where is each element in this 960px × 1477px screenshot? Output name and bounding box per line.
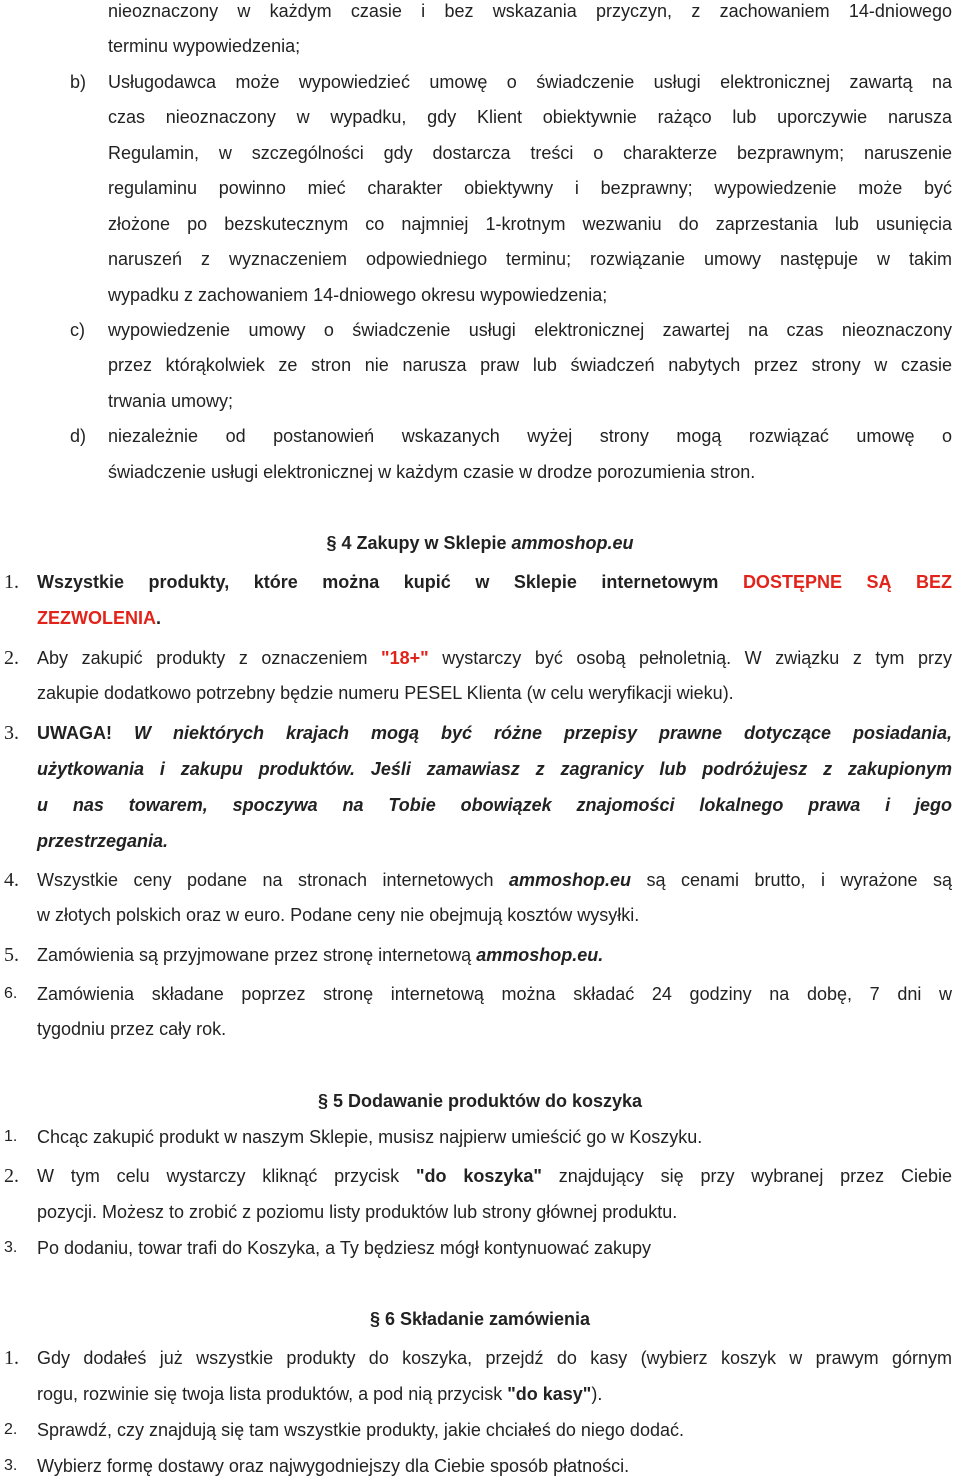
item-b-line: Usługodawca może wypowiedzieć umowę o świadczenie usługi elektronicznej zawartą na xyxy=(108,72,952,92)
item-number: 3. xyxy=(4,722,19,744)
item-line xyxy=(37,1383,602,1405)
item-line: tygodniu przez cały rok. xyxy=(37,1019,227,1039)
item-line: Po dodaniu, towar trafi do Koszyka, a Ty będziesz mógł kontynuować zakupy xyxy=(37,1238,652,1258)
item-number: 1. xyxy=(4,571,19,593)
item-text: są cenami brutto, i wyrażone są xyxy=(631,870,952,890)
shop-name: ammoshop.eu. xyxy=(476,945,604,965)
item-line: w złotych polskich oraz w euro. Podane ceny nie obejmują kosztów wysyłki. xyxy=(37,905,640,925)
item-number: 5. xyxy=(4,944,19,966)
shop-name: ammoshop.eu xyxy=(511,533,634,553)
item-text: . xyxy=(156,608,162,628)
item-number: 3. xyxy=(4,1457,18,1474)
item-line xyxy=(37,571,952,593)
item-d-line: świadczenie usługi elektronicznej w każdym czasie w drodze porozumienia stron. xyxy=(108,462,756,482)
highlight-text: ZEZWOLENIA xyxy=(37,608,156,628)
item-line: zakupie dodatkowo potrzebny będzie numeru PESEL Klienta (w celu weryfikacji wieku). xyxy=(37,683,734,703)
item-number: 4. xyxy=(4,869,19,891)
item-b-line: czas nieoznaczony w wypadku, gdy Klient obiektywnie rażąco lub uporczywie narusza xyxy=(108,107,952,127)
item-c-line: trwania umowy; xyxy=(108,391,234,411)
section-5-heading: § 5 Dodawanie produktów do koszyka xyxy=(317,1091,643,1111)
item-line: pozycji. Możesz to zrobić z poziomu listy produktów lub strony głównej produktu. xyxy=(37,1202,678,1222)
checkout-label: "do kasy" xyxy=(507,1384,592,1404)
section-4-heading xyxy=(0,532,960,554)
section-6-heading: § 6 Składanie zamówienia xyxy=(369,1309,591,1329)
shop-name: ammoshop.eu xyxy=(509,870,632,890)
item-line: Sprawdź, czy znajdują się tam wszystkie produkty, jakie chciałeś do niego dodać. xyxy=(37,1420,684,1440)
item-text: rogu, rozwinie się twoja lista produktów, a pod nią przycisk xyxy=(37,1384,508,1404)
item-number: 3. xyxy=(4,1239,18,1256)
item-d-line: niezależnie od postanowień wskazanych wyżej strony mogą rozwiązać umowę o xyxy=(108,426,952,446)
item-b-line: złożone po bezskutecznym co najmniej 1-krotnym wezwaniu do zaprzestania lub usunięcia xyxy=(108,214,952,234)
item-number: 2. xyxy=(4,647,19,669)
item-number: 2. xyxy=(4,1165,19,1187)
item-line xyxy=(37,647,952,669)
item-text: ). xyxy=(591,1384,603,1404)
item-text: Wszystkie ceny podane na stronach internetowych xyxy=(37,870,510,890)
item-text: znajdujący się przy wybranej przez Ciebie xyxy=(541,1166,953,1186)
item-line xyxy=(37,1165,952,1187)
highlight-text: DOSTĘPNE SĄ BEZ xyxy=(742,572,952,592)
item-b-line: wypadku z zachowaniem 14-dniowego okresu wypowiedzenia; xyxy=(108,285,608,305)
item-line: u nas towarem, spoczywa na Tobie obowiązek znajomości lokalnego prawa i jego xyxy=(37,795,952,815)
item-c-line: przez którąkolwiek ze stron nie narusza praw lub świadczeń nabytych przez strony w czasie xyxy=(108,355,952,375)
item-line: przestrzegania. xyxy=(37,831,169,851)
warning-label: UWAGA! xyxy=(37,723,112,743)
item-a-line: terminu wypowiedzenia; xyxy=(108,36,301,56)
add-to-cart-label: "do koszyka" xyxy=(415,1166,542,1186)
item-b-line: Regulamin, w szczególności gdy dostarcza treści o charakterze bezprawnym; naruszenie xyxy=(108,143,952,163)
age-badge: "18+" xyxy=(381,648,429,668)
item-line: Zamówienia składane poprzez stronę internetową można składać 24 godziny na dobę, 7 dni w xyxy=(37,984,952,1004)
item-line xyxy=(37,944,603,966)
item-line xyxy=(37,607,161,629)
item-a-line: nieoznaczony w każdym czasie i bez wskazania przyczyn, z zachowaniem 14-dniowego xyxy=(108,1,952,21)
item-text: Aby zakupić produkty z oznaczeniem xyxy=(37,648,382,668)
item-c-label: c) xyxy=(70,320,85,340)
item-c-line: wypowiedzenie umowy o świadczenie usługi elektronicznej zawartej na czas nieoznaczony xyxy=(108,320,952,340)
item-d-label: d) xyxy=(70,426,87,446)
item-number: 1. xyxy=(4,1128,18,1145)
heading-text: § 4 Zakupy w Sklepie xyxy=(326,533,512,553)
item-number: 2. xyxy=(4,1421,18,1438)
item-line: Chcąc zakupić produkt w naszym Sklepie, musisz najpierw umieścić go w Koszyku. xyxy=(37,1127,703,1147)
item-text: W niektórych krajach mogą być różne przepisy prawne dotyczące posiadania, xyxy=(112,723,952,743)
item-line: Gdy dodałeś już wszystkie produkty do koszyka, przejdź do kasy (wybierz koszyk w prawym górnym xyxy=(37,1348,952,1368)
item-text: wystarczy być osobą pełnoletnią. W związku z tym przy xyxy=(428,648,952,668)
item-number: 1. xyxy=(4,1347,19,1369)
item-text: Zamówienia są przyjmowane przez stronę internetową xyxy=(37,945,477,965)
item-text: W tym celu wystarczy kliknąć przycisk xyxy=(37,1166,416,1186)
item-line: Wybierz formę dostawy oraz najwygodniejszy dla Ciebie sposób płatności. xyxy=(37,1456,630,1476)
item-line xyxy=(37,722,952,744)
item-b-line: naruszeń z wyznaczeniem odpowiedniego terminu; rozwiązanie umowy następuje w takim xyxy=(108,249,952,269)
item-line: użytkowania i zakupu produktów. Jeśli zamawiasz z zagranicy lub podróżujesz z zakupionym xyxy=(37,759,952,779)
item-line xyxy=(37,869,952,891)
item-text: Wszystkie produkty, które można kupić w Sklepie internetowym xyxy=(37,572,743,592)
item-b-line: regulaminu powinno mieć charakter obiektywny i bezprawny; wypowiedzenie może być xyxy=(108,178,952,198)
item-b-label: b) xyxy=(70,72,87,92)
item-number: 6. xyxy=(4,985,18,1002)
